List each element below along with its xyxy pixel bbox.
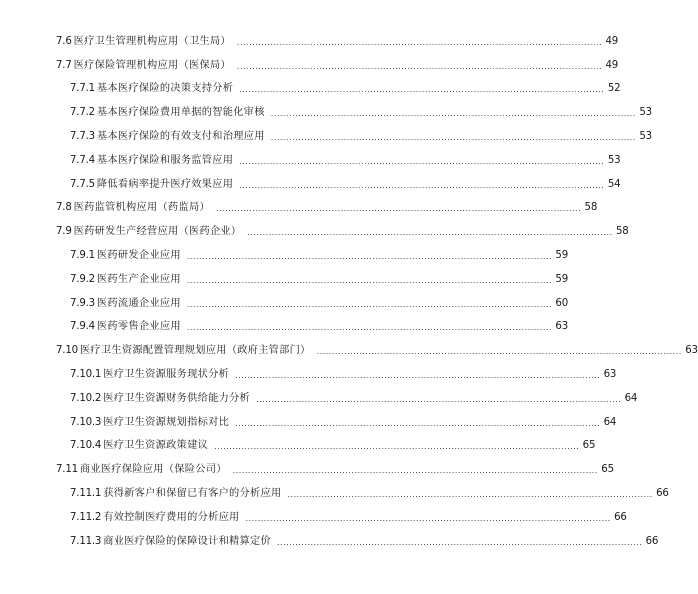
toc-dot-leader: ........................................................................................................................	[247, 228, 613, 238]
toc-entry[interactable]	[0, 411, 617, 435]
toc-entry-number: 7.7.5	[70, 178, 95, 190]
toc-dot-leader: ........................................................................................................................	[270, 109, 636, 119]
toc-entry-title: 基本医疗保险和服务监管应用	[96, 154, 234, 166]
toc-entry-page-number: 63	[555, 321, 568, 333]
toc-entry-page-number: 59	[555, 249, 568, 261]
toc-entry-title: 医药生产企业应用	[96, 273, 181, 285]
toc-entry-number: 7.9	[56, 226, 72, 238]
toc-entry[interactable]	[0, 363, 617, 387]
toc-entry-page-number: 66	[614, 511, 627, 523]
toc-entry-page-number: 58	[616, 226, 629, 238]
toc-dot-leader: ........................................................................................................................	[215, 204, 582, 214]
toc-entry-page-number: 49	[605, 59, 619, 71]
toc-entry-title: 医疗卫生资源财务供给能力分析	[103, 392, 251, 404]
toc-dot-leader: ........................................................................................................................	[186, 252, 552, 262]
toc-entry-page-number: 53	[607, 154, 621, 166]
toc-entry[interactable]	[0, 339, 698, 363]
toc-entry-page-number: 64	[603, 416, 617, 428]
toc-entry-page-number: 53	[639, 107, 652, 119]
toc-entry-title: 医药研发生产经营应用（医药企业）	[73, 226, 242, 238]
toc-entry[interactable]	[0, 220, 629, 244]
toc-dot-leader: ........................................................................................................................	[316, 347, 682, 357]
toc-entry[interactable]	[0, 78, 621, 102]
toc-dot-leader: ........................................................................................................................	[186, 299, 552, 309]
toc-entry-number: 7.11.1	[70, 487, 102, 499]
toc-entry-title: 医药监管机构应用（药监局）	[73, 202, 210, 214]
toc-entry-page-number: 49	[605, 35, 619, 47]
toc-dot-leader: ........................................................................................................................	[256, 394, 622, 404]
toc-dot-leader: ........................................................................................................................	[245, 513, 611, 523]
toc-entry-title: 降低看病率提升医疗效果应用	[96, 178, 234, 190]
toc-entry-page-number: 65	[582, 440, 596, 452]
toc-entry-number: 7.7.2	[70, 107, 95, 119]
toc-dot-leader: ........................................................................................................................	[239, 156, 605, 166]
toc-entry-title: 医药研发企业应用	[96, 249, 181, 261]
toc-entry-page-number: 66	[656, 487, 669, 499]
toc-entry-page-number: 63	[603, 368, 617, 380]
toc-entry-number: 7.11.2	[70, 511, 102, 523]
toc-entry-number: 7.9.3	[70, 297, 95, 309]
toc-entry[interactable]	[0, 458, 614, 482]
toc-entry[interactable]	[0, 54, 619, 78]
toc-dot-leader: ........................................................................................................................	[232, 466, 598, 476]
toc-entry[interactable]	[0, 387, 638, 411]
toc-dot-leader: ........................................................................................................................	[235, 418, 601, 428]
toc-entry-page-number: 53	[639, 130, 652, 142]
toc-dot-leader: ........................................................................................................................	[186, 323, 552, 333]
toc-entry-page-number: 54	[607, 178, 621, 190]
toc-entry-title: 有效控制医疗费用的分析应用	[103, 511, 240, 523]
toc-entry-number: 7.10.1	[70, 368, 102, 380]
toc-entry-title: 医疗卫生资源配置管理规划应用（政府主管部门）	[79, 345, 311, 357]
toc-dot-leader: ........................................................................................................................	[235, 371, 601, 381]
toc-entry-page-number: 52	[607, 83, 621, 95]
toc-entry-number: 7.11.3	[70, 535, 102, 547]
toc-entry-title: 医药流通企业应用	[96, 297, 181, 309]
toc-entry[interactable]	[0, 482, 669, 506]
toc-entry[interactable]	[0, 316, 568, 340]
toc-entry[interactable]	[0, 30, 619, 54]
toc-entry[interactable]	[0, 244, 568, 268]
toc-entry-number: 7.9.2	[70, 273, 95, 285]
toc-entry-title: 商业医疗保险的保障设计和精算定价	[103, 535, 272, 547]
toc-entry-title: 基本医疗保险的决策支持分析	[96, 83, 234, 95]
toc-dot-leader: ........................................................................................................................	[214, 442, 580, 452]
toc-dot-leader: ........................................................................................................................	[239, 180, 605, 190]
toc-entry-page-number: 66	[645, 535, 659, 547]
toc-dot-leader: ........................................................................................................................	[236, 61, 603, 71]
toc-dot-leader: ........................................................................................................................	[287, 490, 653, 500]
toc-entry-title: 医疗卫生资源政策建议	[103, 440, 209, 452]
toc-entry-title: 医疗卫生管理机构应用（卫生局）	[73, 35, 231, 47]
table-of-contents	[0, 30, 698, 554]
toc-entry-number: 7.9.1	[70, 249, 95, 261]
toc-dot-leader: ........................................................................................................................	[239, 85, 605, 95]
toc-entry-number: 7.10.4	[70, 440, 102, 452]
toc-entry-number: 7.6	[56, 35, 72, 47]
toc-entry-number: 7.8	[56, 202, 72, 214]
toc-entry-number: 7.10.3	[70, 416, 102, 428]
toc-entry-number: 7.7.4	[70, 154, 95, 166]
toc-dot-leader: ........................................................................................................................	[277, 537, 643, 547]
toc-dot-leader: ........................................................................................................................	[186, 275, 552, 285]
toc-entry-title: 获得新客户和保留已有客户的分析应用	[103, 487, 282, 499]
toc-entry[interactable]	[0, 292, 568, 316]
toc-entry-title: 基本医疗保险费用单据的智能化审核	[96, 107, 265, 119]
toc-entry-title: 医药零售企业应用	[96, 321, 181, 333]
toc-entry-number: 7.7.3	[70, 130, 95, 142]
toc-entry[interactable]	[0, 435, 596, 459]
toc-entry-page-number: 65	[601, 464, 614, 476]
toc-entry-page-number: 60	[555, 297, 568, 309]
toc-entry[interactable]	[0, 506, 627, 530]
toc-entry-title: 医疗保险管理机构应用（医保局）	[73, 59, 231, 71]
toc-entry-number: 7.11	[56, 464, 78, 476]
toc-entry-number: 7.7.1	[70, 83, 95, 95]
toc-entry-number: 7.10.2	[70, 392, 102, 404]
toc-entry-title: 基本医疗保险的有效支付和治理应用	[96, 130, 265, 142]
toc-entry[interactable]	[0, 530, 659, 554]
toc-entry-number: 7.9.4	[70, 321, 95, 333]
toc-dot-leader: ........................................................................................................................	[270, 133, 636, 143]
toc-entry-number: 7.10	[56, 345, 78, 357]
toc-entry-page-number: 63	[685, 345, 698, 357]
toc-entry-title: 医疗卫生资源服务现状分析	[103, 368, 230, 380]
toc-entry-title: 商业医疗保险应用（保险公司）	[79, 464, 227, 476]
toc-entry[interactable]	[0, 125, 652, 149]
toc-entry-number: 7.7	[56, 59, 72, 71]
toc-entry[interactable]	[0, 149, 621, 173]
toc-entry-page-number: 58	[584, 202, 598, 214]
toc-entry[interactable]	[0, 101, 652, 125]
toc-entry[interactable]	[0, 268, 568, 292]
toc-entry[interactable]	[0, 173, 621, 197]
toc-entry[interactable]	[0, 197, 598, 221]
toc-dot-leader: ........................................................................................................................	[236, 37, 603, 47]
toc-entry-title: 医疗卫生资源规划指标对比	[103, 416, 230, 428]
toc-entry-page-number: 59	[555, 273, 568, 285]
toc-entry-page-number: 64	[624, 392, 638, 404]
